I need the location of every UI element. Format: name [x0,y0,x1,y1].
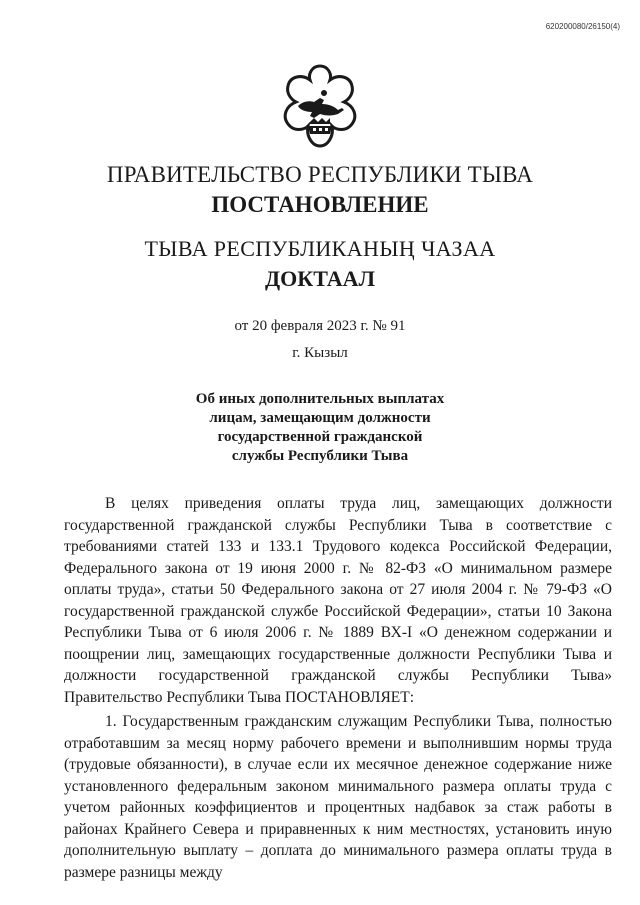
document-code: 620200080/26150(4) [545,22,620,31]
title-line: государственной гражданской [217,429,423,445]
preamble-paragraph: В целях приведения оплаты труда лиц, замещающих должности государственной гражданской службы Республики Тыва в соответствие с требованиями статей 133 и 133.1 Трудового кодекса Российской Федерации, Федерального закона от 19 июня 2000 г. № 82-ФЗ «О минимальном размере оплаты труда», статьи 50 Федерального закона от 27 июля 2004 г. № 79-ФЗ «О государственной гражданской службе Российской Федерации», статьи 10 Закона Республики Тыва от 6 июля 2006 г. № 1889 ВХ-I «О денежном содержании и поощрении лиц, замещающих государственные должности Республики Тыва и должности государственной гражданской службы Республики Тыва» Правительство Республики Тыва ПОСТАНОВЛЯЕТ: [64,495,612,706]
document-type-russian: ПОСТАНОВЛЕНИЕ [211,192,429,217]
coat-of-arms-emblem-icon [270,62,370,154]
title-line: Об иных дополнительных выплатах [195,391,445,407]
document-date-number: от 20 февраля 2023 г. № 91 [234,318,406,334]
title-line: лицам, замещающим должности [209,410,431,426]
clause-1-paragraph: 1. Государственным гражданским служащим Республики Тыва, полностью отработавшим за месяц норму рабочего времени и выполнившим нормы труда (трудовые обязанности), в случае если их месячное денежное содержание ниже установленного федеральным законом минимального размера оплаты труда с учетом районных коэффициентов и процентных надбавок за стаж работы в районах Крайнего Севера и приравненных к ним местностях, установить иную дополнительную выплату – доплата до минимального размера оплаты труда в размере разницы между [64,713,612,881]
document-city: г. Кызыл [292,345,348,361]
government-name-tuvan: ТЫВА РЕСПУБЛИКАНЫҢ ЧАЗАА [144,236,496,261]
title-line: службы Республики Тыва [231,448,409,464]
document-type-tuvan: ДОКТААЛ [265,266,375,291]
document-title [0,390,640,466]
government-name-russian: ПРАВИТЕЛЬСТВО РЕСПУБЛИКИ ТЫВА [106,162,534,187]
